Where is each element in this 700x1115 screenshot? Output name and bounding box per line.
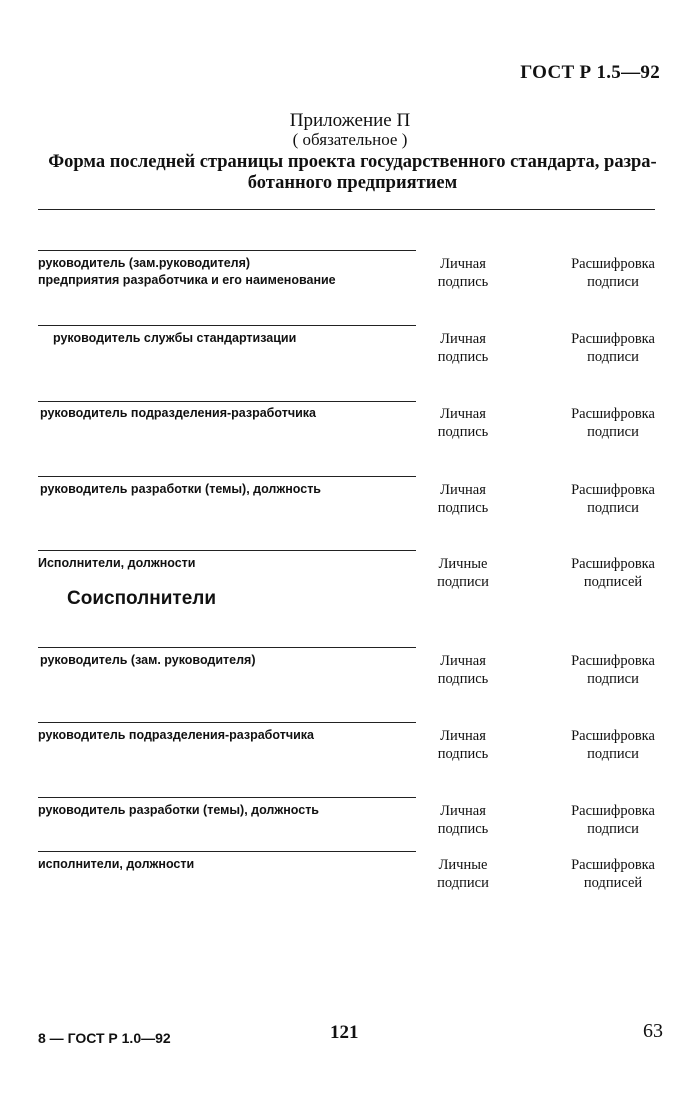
signature-line (38, 647, 416, 648)
caption-line: Личные (438, 556, 488, 572)
row-label-line: руководитель (зам.руководителя) (38, 256, 251, 270)
caption-line: Расшифровка (571, 256, 655, 272)
signature-line (38, 401, 416, 402)
caption-line: Расшифровка (571, 653, 655, 669)
caption-line: подпись (437, 671, 489, 687)
row-label-line: предприятия разработчика и его наименование (38, 273, 336, 287)
caption-line: Личная (440, 653, 486, 669)
caption-line: подписи (587, 274, 639, 290)
coexecutors-heading: Соисполнители (67, 588, 217, 609)
row-label: руководитель службы стандартизации (53, 331, 297, 345)
signature-line (38, 250, 416, 251)
row-label: Исполнители, должности (38, 556, 196, 570)
caption-line: Расшифровка (571, 728, 655, 744)
caption-line: Расшифровка (571, 556, 655, 572)
signature-line (38, 722, 416, 723)
standard-code: ГОСТ Р 1.5—92 (520, 62, 660, 83)
caption-line: подписи (587, 821, 639, 837)
caption-line: подпись (437, 500, 489, 516)
caption-line: подписей (583, 875, 643, 891)
signature-decoding-caption (558, 405, 668, 441)
signature-line (38, 851, 416, 852)
page-number-right: 63 (643, 1020, 663, 1042)
signature-decoding-caption (558, 652, 668, 688)
title-divider (38, 209, 655, 210)
signature-decoding-caption (558, 481, 668, 517)
caption-line: Личные (438, 857, 488, 873)
caption-line: подписи (587, 349, 639, 365)
row-label: руководитель подразделения-разработчика (40, 406, 317, 420)
caption-line: подпись (437, 821, 489, 837)
signature-decoding-caption (558, 255, 668, 291)
caption-line: Личная (440, 331, 486, 347)
caption-line: подписи (437, 875, 489, 891)
caption-line: подписи (437, 574, 489, 590)
caption-line: Расшифровка (571, 857, 655, 873)
caption-line: подписей (583, 574, 643, 590)
signature-line (38, 476, 416, 477)
caption-line: подписи (587, 671, 639, 687)
caption-line: подпись (437, 349, 489, 365)
page-number-center: 121 (330, 1022, 359, 1043)
row-label: руководитель разработки (темы), должность (40, 482, 321, 496)
row-label: руководитель (зам. руководителя) (40, 653, 256, 667)
personal-signature-caption (423, 481, 503, 517)
personal-signature-caption (423, 856, 503, 892)
signature-decoding-caption (558, 856, 668, 892)
signature-line (38, 797, 416, 798)
signature-decoding-caption (558, 330, 668, 366)
signature-line (38, 325, 416, 326)
row-label: руководитель разработки (темы), должность (38, 803, 319, 817)
caption-line: Расшифровка (571, 406, 655, 422)
caption-line: подписи (587, 424, 639, 440)
sheet-reference: 8 — ГОСТ Р 1.0—92 (38, 1030, 171, 1046)
personal-signature-caption (423, 255, 503, 291)
appendix-title: Приложение П (289, 110, 411, 131)
caption-line: подписи (587, 500, 639, 516)
caption-line: подпись (437, 274, 489, 290)
signature-line (38, 550, 416, 551)
row-label: исполнители, должности (38, 857, 195, 871)
row-label (38, 255, 336, 289)
caption-line: Личная (440, 406, 486, 422)
personal-signature-caption (423, 802, 503, 838)
signature-decoding-caption (558, 802, 668, 838)
caption-line: подпись (437, 424, 489, 440)
caption-line: Расшифровка (571, 482, 655, 498)
personal-signature-caption (423, 555, 503, 591)
personal-signature-caption (423, 727, 503, 763)
caption-line: Личная (440, 482, 486, 498)
caption-line: Расшифровка (571, 803, 655, 819)
caption-line: Личная (440, 803, 486, 819)
personal-signature-caption (423, 405, 503, 441)
caption-line: Личная (440, 728, 486, 744)
caption-line: подпись (437, 746, 489, 762)
caption-line: Расшифровка (571, 331, 655, 347)
caption-line: подписи (587, 746, 639, 762)
caption-line: Личная (440, 256, 486, 272)
personal-signature-caption (423, 330, 503, 366)
form-title-line: ботанного предприятием (247, 173, 458, 193)
row-label: руководитель подразделения-разработчика (38, 728, 315, 742)
personal-signature-caption (423, 652, 503, 688)
signature-decoding-caption (558, 555, 668, 591)
form-title-line: Форма последней страницы проекта государственного стандарта, разра- (48, 152, 657, 172)
appendix-status: ( обязательное ) (292, 130, 408, 149)
signature-decoding-caption (558, 727, 668, 763)
form-title (40, 152, 665, 194)
